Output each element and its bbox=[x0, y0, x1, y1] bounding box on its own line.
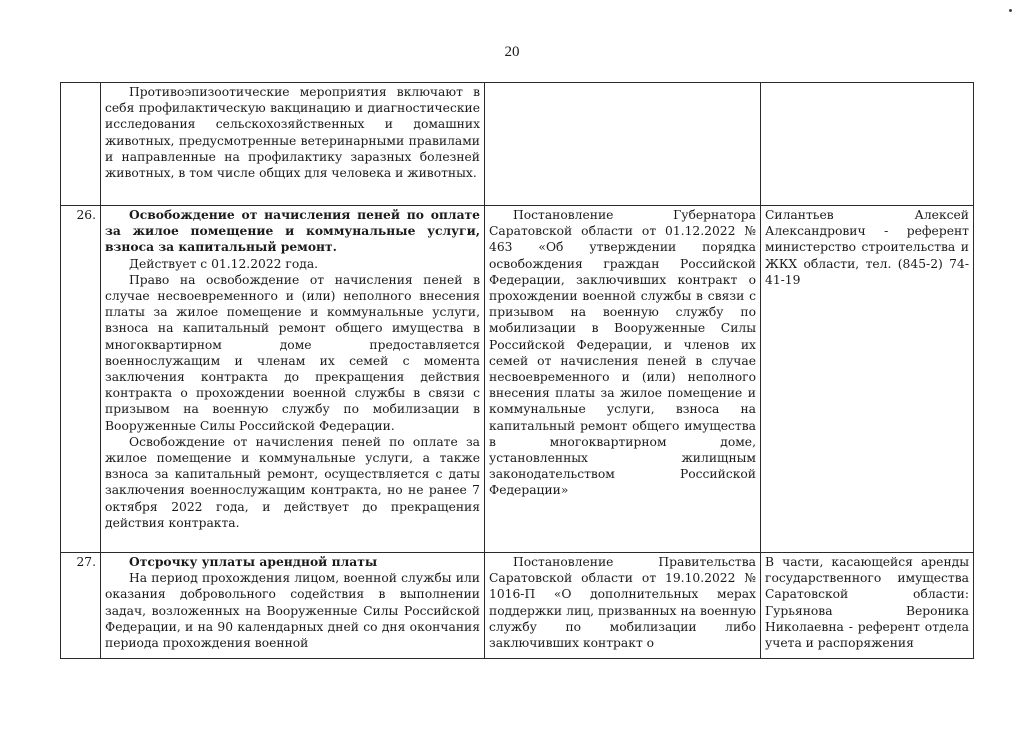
scan-speck bbox=[1009, 9, 1012, 12]
measure-paragraph: Право на освобождение от начисления пеней в случае несвоевременного и (или) неполного внесения платы за жилое помещение и коммунальные услуги, взноса на капитальный ремонт общего имущества в многоквартирном доме предоставляется военнослужащим и членам их семей с момента заключения контракта до прекращения действия контракта о прохождении военной службы в связи с призывом на военную службу по мобилизации в Вооруженные Силы Российской Федерации. bbox=[105, 272, 480, 433]
basis-cell bbox=[485, 83, 761, 206]
table-row bbox=[61, 553, 974, 659]
contact-cell: Силантьев Алексей Александрович - референт министерство строительства и ЖКХ области, тел. (845-2) 74-41-19 bbox=[761, 206, 974, 553]
table-row bbox=[61, 206, 974, 553]
measure-cell bbox=[101, 553, 485, 659]
basis-cell: Постановление Губернатора Саратовской области от 01.12.2022 № 463 «Об утверждении порядка освобождения граждан Российской Федерации, заключивших контракт о прохождении военной службы в связи с призывом на военную службу по мобилизации в Вооруженные Силы Российской Федерации, и членов их семей от начисления пеней в случае несвоевременного и (или) неполного внесения платы за жилое помещение и коммунальные услуги, взноса на капитальный ремонт общего имущества в многоквартирном доме, установленных жилищным законодательством Российской Федерации» bbox=[485, 206, 761, 553]
measure-cell bbox=[101, 206, 485, 553]
table-row bbox=[61, 83, 974, 206]
measure-cell bbox=[101, 83, 485, 206]
measure-paragraph: Противоэпизоотические мероприятия включают в себя профилактическую вакцинацию и диагностические исследования сельскохозяйственных и домашних животных, предусмотренные ветеринарными правилами и направленные на профилактику заразных болезней животных, в том числе общих для человека и животных. bbox=[105, 85, 480, 181]
measures-table bbox=[60, 82, 974, 659]
page-number: 20 bbox=[504, 44, 520, 60]
contact-cell: В части, касающейся аренды государственного имущества Саратовской области: Гурьянова Вероника Николаевна - референт отдела учета и распоряжения bbox=[761, 553, 974, 659]
basis-cell: Постановление Правительства Саратовской области от 19.10.2022 № 1016-П «О дополнительных мерах поддержки лиц, призванных на военную службу по мобилизации либо заключивших контракт о bbox=[485, 553, 761, 659]
measure-title: Освобождение от начисления пеней по оплате за жилое помещение и коммунальные услуги, взноса за капитальный ремонт. bbox=[105, 207, 480, 255]
row-number bbox=[61, 83, 101, 206]
measure-paragraph: Освобождение от начисления пеней по оплате за жилое помещение и коммунальные услуги, а также взноса за капитальный ремонт, осуществляется с даты заключения военнослужащим контракта, но не ранее 7 октября 2022 года, и действует до прекращения действия контракта. bbox=[105, 434, 480, 530]
row-number: 27. bbox=[61, 553, 101, 659]
measure-paragraph: Действует с 01.12.2022 года. bbox=[129, 256, 319, 271]
measure-title: Отсрочку уплаты арендной платы bbox=[129, 554, 378, 569]
measure-paragraph: На период прохождения лицом, военной службы или оказания добровольного содействия в выполнении задач, возложенных на Вооруженные Силы Российской Федерации, и на 90 календарных дней со дня окончания периода прохождения военной bbox=[105, 571, 480, 651]
row-number: 26. bbox=[61, 206, 101, 553]
contact-cell bbox=[761, 83, 974, 206]
